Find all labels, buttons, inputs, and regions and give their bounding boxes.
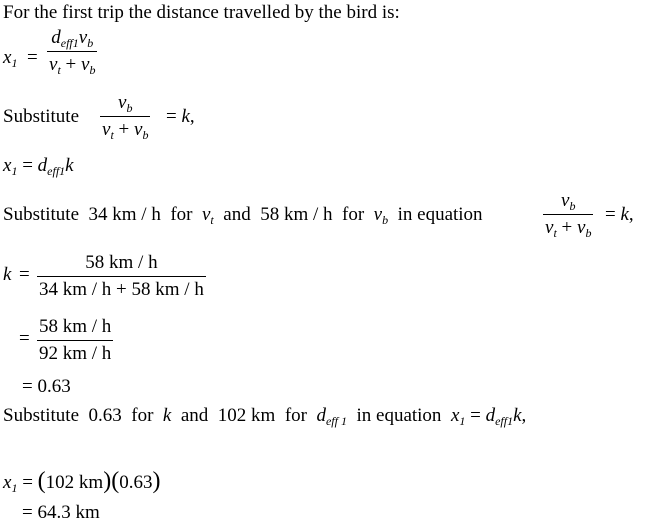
k-symbol: k xyxy=(3,264,12,285)
equals-sign: = xyxy=(19,328,30,349)
substitute-velocities-line xyxy=(3,190,648,250)
fraction-vb-over-vt-vb-2: $v_b$ $v_t + v_b$ xyxy=(545,190,592,240)
equals-sign: = xyxy=(27,47,38,68)
fraction-58-over-sum: 58 km / h 34 km / h + 58 km / h xyxy=(39,252,204,300)
equation-x1-deff1-k: $x_1 = d_{eff1}k$ xyxy=(3,155,74,178)
substitute-velocities-text: Substitute 34 km / h for $v_t$ and 58 km / h for $v_b$ in equation xyxy=(3,204,483,227)
fraction-vb-over-vt-vb: $v_b$ $v_t + v_b$ xyxy=(102,92,149,142)
final-result: = 64.3 km xyxy=(22,502,100,523)
intro-text: For the first trip the distance travelled by the bird is: xyxy=(3,2,400,23)
equation-x1-product: $x_1 = (102$ km)(0.63) xyxy=(3,468,161,495)
x1-symbol: $x_1$ xyxy=(3,47,18,70)
k-result: = 0.63 xyxy=(22,376,71,397)
fraction-deff1-vb-over-vt-vb: $d_{eff1}v_b$ $v_t + v_b$ xyxy=(49,27,96,77)
substitute-k-deff1-line: Substitute 0.63 for k and 102 km for $d_{eff 1}$ in equation $x_1 = d_{eff1}k$, xyxy=(3,405,527,428)
substitute-label: Substitute xyxy=(3,106,80,127)
equation-x1-definition xyxy=(3,27,203,89)
equals-k-2: = k, xyxy=(605,204,634,225)
substitute-k-definition xyxy=(3,92,263,152)
fraction-58-over-92: 58 km / h 92 km / h xyxy=(39,316,112,364)
equals-k: = k, xyxy=(166,106,195,127)
equation-k-numeric xyxy=(3,252,263,312)
equation-k-reduced xyxy=(3,316,163,372)
equals-sign: = xyxy=(19,264,30,285)
